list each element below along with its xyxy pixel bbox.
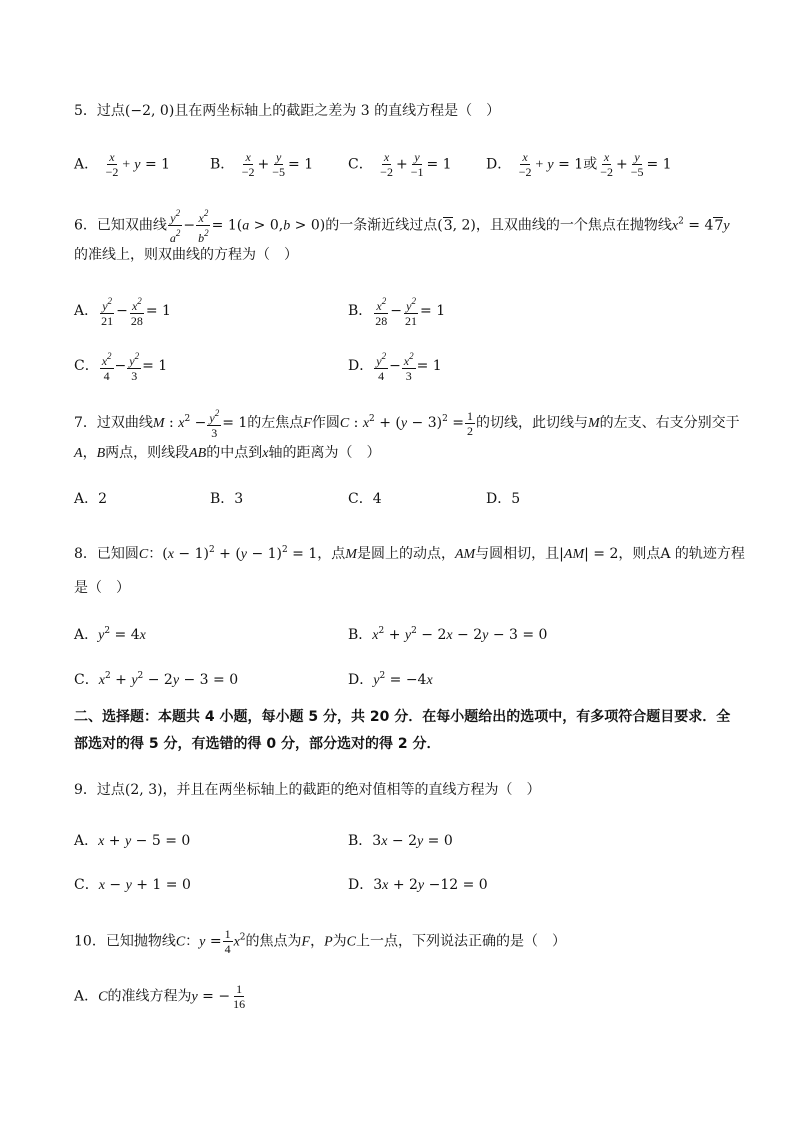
q5-stem: 5．过点(−2, 0)且在两坐标轴上的截距之差为 3 的直线方程是（ ）: [74, 103, 501, 119]
q6-option-c[interactable]: C． $\frac{x^2}{4}$ − $\frac{y^2}{3}$ = 1: [74, 351, 168, 383]
q5-option-b[interactable]: B． $\frac{x}{-2}$ + $\frac{y}{-5}$ = 1: [210, 150, 314, 179]
q9-stem: 9．过点(2, 3)，并且在两坐标轴上的截距的绝对值相等的直线方程为（ ）: [74, 782, 541, 798]
q9-option-b[interactable]: B．3x − 2y = 0: [348, 833, 453, 849]
q6-stem-line1: 6．已知双曲线 $\frac{y^2}{a^2}$ − $\frac{x^2}{b^2}$ = 1(a > 0,b > 0)的一条渐近线过点(3, 2)，且双曲线的一个焦点在抛物线$x^2 = 47y$: [74, 208, 730, 245]
q8-option-d[interactable]: D．$y^2 = -4x$: [348, 671, 433, 688]
q9-option-c[interactable]: C．x − y + 1 = 0: [74, 877, 191, 893]
q9-option-d[interactable]: D．3x + 2y −12 = 0: [348, 877, 488, 893]
q9-option-a[interactable]: A．x + y − 5 = 0: [74, 833, 191, 849]
q6-option-b[interactable]: B． $\frac{x^2}{28}$ − $\frac{y^2}{21}$ = 1: [348, 296, 446, 328]
q5-option-a[interactable]: A． $\frac{x}{-2}$ + y = 1: [74, 150, 171, 179]
q8-option-c[interactable]: C．$x^2 + y^2 - 2y - 3 = 0$: [74, 671, 239, 688]
q8-option-b[interactable]: B．$x^2 + y^2 - 2x - 2y - 3 = 0$: [348, 626, 548, 643]
q7-stem-line1: 7．过双曲线M : $x^2$ − $\frac{y^2}{3}$ = 1的左焦点F作圆C : $x^2 + (y - 3)^2$ = $\frac{1}{2}$ 的切线，此切线与M的左支、右支分别交于: [74, 408, 740, 440]
q7-stem-line2: A，B两点，则线段AB的中点到x轴的距离为（ ）: [74, 445, 381, 461]
q7-option-c[interactable]: C．4: [348, 491, 382, 507]
q8-stem-line2: 是（ ）: [74, 580, 130, 596]
q10-option-a[interactable]: A．C的准线方程为y = − $\frac{1}{16}$: [74, 982, 246, 1011]
q10-stem: 10．已知抛物线C：y = $\frac{1}{4}$ $x^2$的焦点为F，P为C上一点，下列说法正确的是（ ）: [74, 927, 566, 956]
q6-stem-line2: 的准线上，则双曲线的方程为（ ）: [74, 247, 298, 263]
q5-option-d[interactable]: D． $\frac{x}{-2}$ + y = 1或 $\frac{x}{-2}$ + $\frac{y}{-5}$ = 1: [486, 150, 672, 179]
q6-option-a[interactable]: A． $\frac{y^2}{21}$ − $\frac{x^2}{28}$ = 1: [74, 296, 171, 328]
q5-option-c[interactable]: C． $\frac{x}{-2}$ + $\frac{y}{-1}$ = 1: [348, 150, 452, 179]
q7-option-b[interactable]: B．3: [210, 491, 244, 507]
q6-option-d[interactable]: D． $\frac{y^2}{4}$ − $\frac{x^2}{3}$ = 1: [348, 351, 442, 383]
section2-heading-line2: 部选对的得 5 分，有选错的得 0 分，部分选对的得 2 分．: [74, 736, 441, 752]
q7-option-a[interactable]: A．2: [74, 491, 108, 507]
q8-option-a[interactable]: A．$y^2 = 4x$: [74, 626, 146, 643]
q7-option-d[interactable]: D．5: [486, 491, 521, 507]
q8-stem-line1: 8．已知圆C：$(x - 1)^2 + (y - 1)^2 = 1$，点M是圆上的动点，AM与圆相切，且|AM| = 2，则点A 的轨迹方程: [74, 545, 745, 562]
section2-heading-line1: 二、选择题：本题共 4 小题，每小题 5 分，共 20 分．在每小题给出的选项中，有多项符合题目要求．全: [74, 709, 731, 725]
